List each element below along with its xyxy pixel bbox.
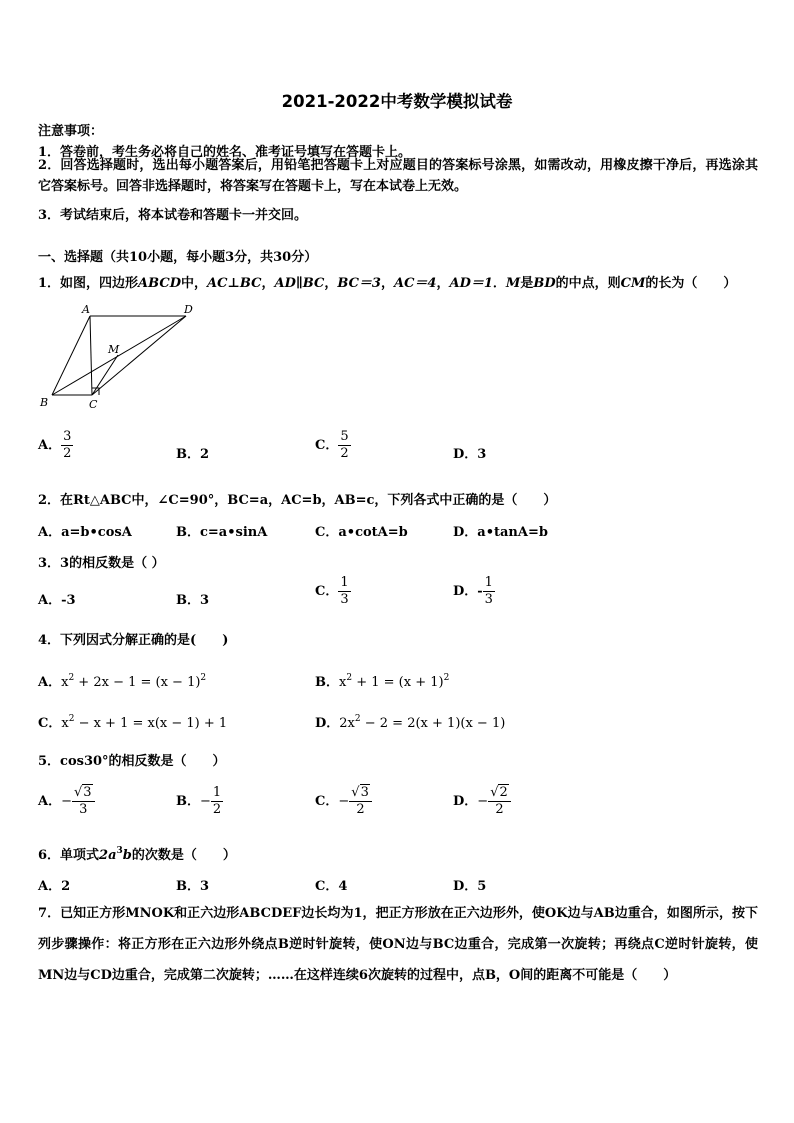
- question-4-stem: 4．下列因式分解正确的是( ): [38, 633, 229, 648]
- label-B: B: [40, 396, 49, 409]
- q4-option-d[interactable]: D．$2x^2 - 2 = 2(x + 1)(x - 1)$: [315, 714, 506, 731]
- label-A: A: [82, 303, 90, 316]
- question-6-stem: 6．单项式$2a^3b$的次数是（ ）: [38, 846, 236, 863]
- label-C: C: [89, 398, 98, 411]
- q4-option-c[interactable]: C．$x^2 - x + 1 = x(x - 1) + 1$: [38, 714, 228, 731]
- q6-option-d[interactable]: D．5: [453, 879, 487, 894]
- q2-option-d[interactable]: D．a•tanA=b: [453, 525, 548, 540]
- question-2-stem: 2．在Rt△ABC中，∠C=90°，BC=a，AC=b，AB=c，下列各式中正确的是（ ）: [38, 493, 557, 508]
- page-title: 2021-2022中考数学模拟试卷: [281, 92, 513, 111]
- q1-option-a[interactable]: A． $\frac{3}{2}$: [38, 429, 72, 461]
- question-3-stem: 3．3的相反数是（ ）: [38, 556, 165, 571]
- q6-option-c[interactable]: C．4: [315, 879, 348, 894]
- q1-option-d[interactable]: D．3: [453, 447, 487, 462]
- q2-option-b[interactable]: B．c=a•sinA: [176, 525, 268, 540]
- q2-option-a[interactable]: A．a=b•cosA: [38, 525, 132, 540]
- label-D: D: [184, 303, 193, 316]
- q5-option-b[interactable]: B．− $\frac{1}{2}$: [176, 785, 222, 817]
- q1-option-b[interactable]: B．2: [176, 447, 210, 462]
- q3-option-c[interactable]: C． $\frac{1}{3}$: [315, 575, 349, 607]
- question-1-stem: 1．如图，四边形ABCD中，AC⊥BC，AD∥BC，BC＝3，AC＝4，AD＝1．M是BD的中点，则CM的长为（ ）: [38, 276, 737, 291]
- notice-item-2: 2．回答选择题时，选出每小题答案后，用铅笔把答题卡上对应题目的答案标号涂黑，如需改动，用橡皮擦干净后，再选涂其它答案标号。回答非选择题时，将答案写在答题卡上，写在本试卷上无效。: [38, 158, 758, 194]
- notice-item-3: 3．考试结束后，将本试卷和答题卡一并交回。: [38, 208, 308, 223]
- notice-item-1: 1．答卷前，考生务必将自己的姓名、准考证号填写在答题卡上。: [38, 145, 412, 160]
- q5-option-a[interactable]: A．− $\frac{√3}{3}$: [38, 786, 95, 817]
- q5-option-c[interactable]: C．− $\frac{√3}{2}$: [315, 786, 372, 817]
- q6-option-b[interactable]: B．3: [176, 879, 210, 894]
- q5-option-d[interactable]: D．− $\frac{√2}{2}$: [453, 786, 511, 817]
- quadrilateral-figure: [38, 300, 208, 415]
- q6-option-a[interactable]: A．2: [38, 879, 71, 894]
- label-M: M: [108, 343, 120, 356]
- q1-option-c[interactable]: C． $\frac{5}{2}$: [315, 429, 349, 461]
- q4-option-b[interactable]: B．$x^2 + 1 = (x + 1)^2$: [315, 673, 450, 690]
- q2-option-c[interactable]: C．a•cotA=b: [315, 525, 408, 540]
- q3-option-b[interactable]: B．3: [176, 593, 210, 608]
- question-7-stem: 7．已知正方形MNOK和正六边形ABCDEF边长均为1，把正方形放在正六边形外，使OK边与AB边重合，如图所示，按下列步骤操作：将正方形在正六边形外绕点B逆时针旋转，使ON边与BC边重合，完成第一次旋转；再绕点C逆时针旋转，使MN边与CD边重合，完成第二次旋转；……在这样连续6次旋转的过程中，点B，O间的距离不可能是（ ）: [38, 906, 758, 983]
- question-5-stem: 5．cos30°的相反数是（ ）: [38, 754, 226, 769]
- q3-option-d[interactable]: D．- $\frac{1}{3}$: [453, 575, 493, 607]
- q4-option-a[interactable]: A．$x^2 + 2x - 1 = (x - 1)^2$: [38, 673, 207, 690]
- section-heading: 一、选择题（共10小题，每小题3分，共30分）: [38, 250, 318, 265]
- q3-option-a[interactable]: A．-3: [38, 593, 76, 608]
- notice-heading: 注意事项：: [38, 124, 104, 139]
